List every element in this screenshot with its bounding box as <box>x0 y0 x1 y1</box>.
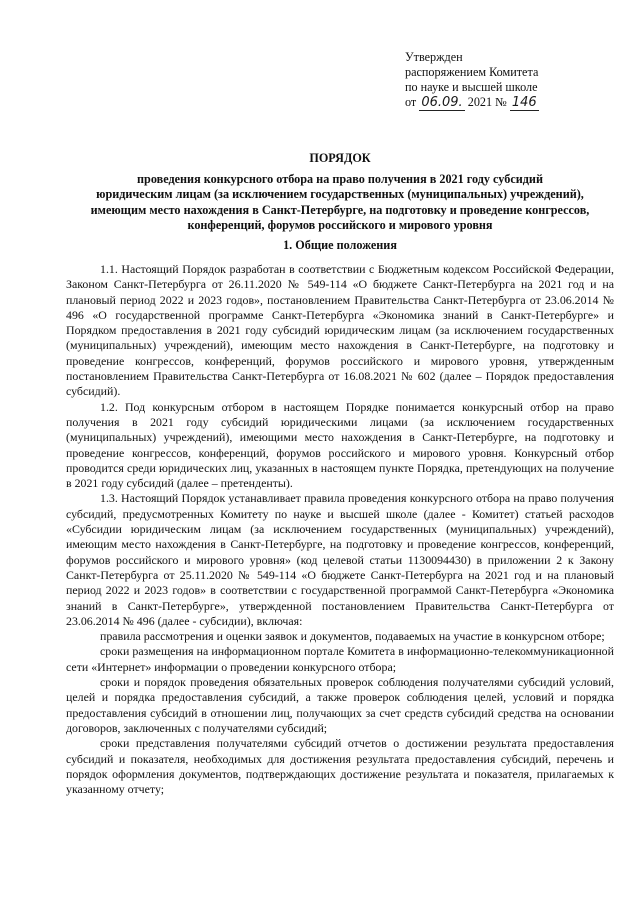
approval-line-1: Утвержден <box>405 50 463 64</box>
list-item: сроки представления получателями субсидий отчетов о достижении результата предоставления субсидий и показателя, необходимых для достижения результата предоставления субсидий, перечень и порядок оформления документов, подтверждающих достижение результата и показателя, прилагаемых к указанному отчету; <box>66 736 614 797</box>
approval-line-3: по науке и высшей школе <box>405 80 538 94</box>
approval-year-number: 2021 № <box>467 95 507 109</box>
document-body <box>66 262 614 797</box>
paragraph-1-2: 1.2. Под конкурсным отбором в настоящем Порядке понимается конкурсный отбор на право получения в 2021 году субсидий юридическими лицами (за исключением государственных (муниципальных) учреждений), имеющими место нахождения в Санкт-Петербурге, на подготовку и проведение конгрессов, конференций, форумов российского и мирового уровня. Конкурсный отбор проводится среди юридических лиц, указанных в настоящем пункте Порядка, претендующих на получение в 2021 году субсидий (далее – претенденты). <box>66 399 614 491</box>
paragraph-1-1: 1.1. Настоящий Порядок разработан в соответствии с Бюджетным кодексом Российской Федерации, Законом Санкт-Петербурга от 26.11.2020 № 549-114 «О бюджете Санкт-Петербурга на 2021 год и на плановый период 2022 и 2023 годов», постановлением Правительства Санкт-Петербурга от 23.06.2014 № 496 «О государственной программе Санкт-Петербурга «Экономика знаний в Санкт-Петербурге» и Порядком предоставления в 2021 году субсидий юридическим лицам (за исключением государственных (муниципальных) учреждений), имеющим место нахождения в Санкт-Петербурге, на подготовку и проведение конгрессов, конференций, форумов российского и мирового уровня, утвержденным постановлением Правительства Санкт-Петербурга от 16.08.2021 № 602 (далее – Порядок предоставления субсидий). <box>66 262 614 399</box>
list-item: правила рассмотрения и оценки заявок и документов, подаваемых на участие в конкурсном отборе; <box>100 629 605 644</box>
approval-line-2: распоряжением Комитета <box>405 65 539 79</box>
approval-date-line <box>405 95 605 111</box>
approval-prefix: от <box>405 95 417 109</box>
handwritten-number: 146 <box>511 95 537 110</box>
title-line: имеющим место нахождения в Санкт-Петербурге, на подготовку и проведение конгрессов, <box>90 202 590 217</box>
section-heading: 1. Общие положения <box>283 238 397 252</box>
title-line: конференций, форумов российского и мирового уровня <box>187 218 493 232</box>
title-line: проведения конкурсного отбора на право получения в 2021 году субсидий <box>137 171 543 186</box>
document-title <box>60 151 620 234</box>
list-item: сроки и порядок проведения обязательных проверок соблюдения получателями субсидий условий, целей и порядка предоставления субсидий, а также проверок соблюдения целей, условий и порядка предоставления субсидий в отношении лиц, получающих за счет средств субсидий средства на основании договоров, заключенных с получателями субсидий; <box>66 675 614 735</box>
list-item: сроки размещения на информационном портале Комитета в информационно-телекоммуникационной сети «Интернет» информации о проведении конкурсного отбора; <box>66 644 614 674</box>
title-heading: ПОРЯДОК <box>309 151 371 165</box>
paragraph-1-3: 1.3. Настоящий Порядок устанавливает правила проведения конкурсного отбора на право получения субсидий, предусмотренных Комитету по науке и высшей школе (далее - Комитет) статьей расходов «Субсидии юридическим лицам (за исключением государственных (муниципальных) учреждений), имеющим место нахождения в Санкт-Петербурге, на подготовку и проведение конгрессов, конференций, форумов российского и мирового уровня» (код целевой статьи 1130094430) в приложении 2 к Закону Санкт-Петербурга от 25.11.2020 № 549-114 «О бюджете Санкт-Петербурга на 2021 год и на плановый период 2022 и 2023 годов» в соответствии с государственной программой Санкт-Петербурга «Экономика знаний в Санкт-Петербурге», утвержденной постановлением Правительства Санкт-Петербурга от 23.06.2014 № 496 (далее - субсидии), включая: <box>66 491 614 628</box>
handwritten-date: 06.09. <box>421 95 463 110</box>
title-line: юридическим лицам (за исключением государственных (муниципальных) учреждений), <box>96 187 584 201</box>
approval-stamp <box>405 50 605 111</box>
